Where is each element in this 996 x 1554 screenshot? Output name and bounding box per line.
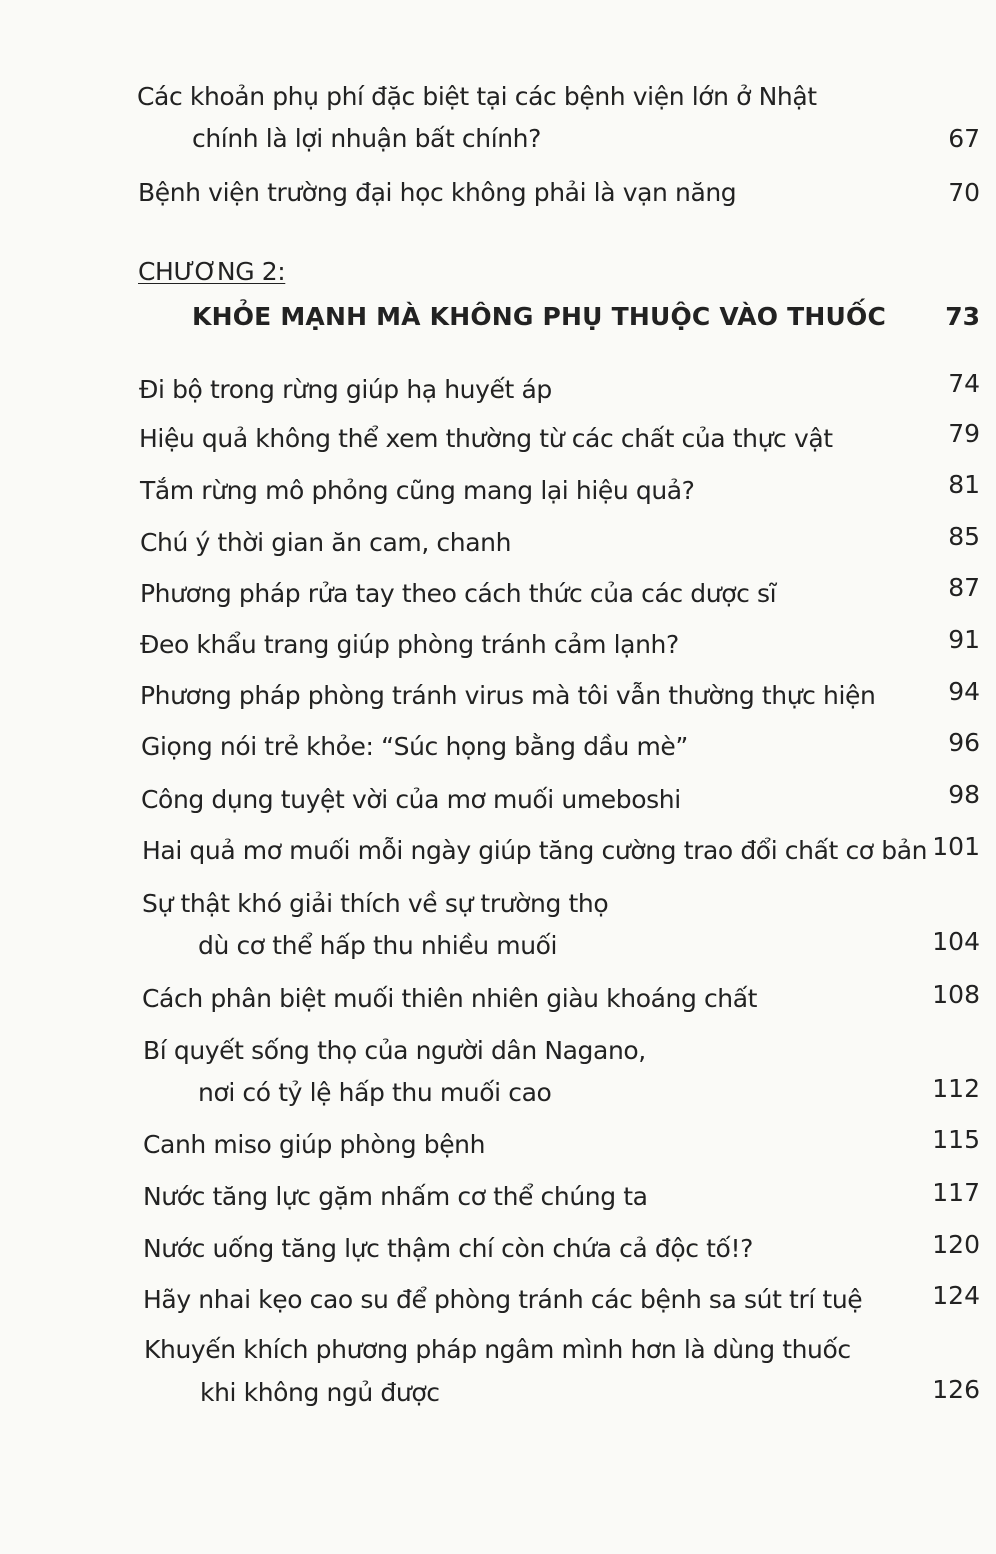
toc-entry-page: 120	[932, 1230, 980, 1259]
toc-entry-page: 115	[932, 1125, 980, 1154]
toc-entry-title-continued: khi không ngủ được	[200, 1378, 440, 1407]
toc-entry-page: 70	[948, 178, 980, 207]
toc-entry-title: Sự thật khó giải thích về sự trường thọ	[142, 889, 609, 918]
toc-entry-page: 124	[932, 1281, 980, 1310]
chapter-page: 73	[945, 302, 980, 331]
toc-entry-title: Bệnh viện trường đại học không phải là vạn năng	[138, 178, 737, 207]
toc-entry-title: Canh miso giúp phòng bệnh	[143, 1130, 486, 1159]
toc-entry-page: 67	[948, 124, 980, 153]
toc-entry-title: Tắm rừng mô phỏng cũng mang lại hiệu quả?	[140, 476, 695, 505]
toc-entry-title: Chú ý thời gian ăn cam, chanh	[140, 528, 512, 557]
toc-entry-page: 81	[948, 470, 980, 499]
toc-entry-page: 85	[948, 522, 980, 551]
toc-entry-title: Phương pháp phòng tránh virus mà tôi vẫn thường thực hiện	[140, 681, 876, 710]
toc-entry-page: 104	[932, 927, 980, 956]
toc-entry-title-continued: chính là lợi nhuận bất chính?	[192, 124, 541, 153]
toc-entry-page: 74	[948, 369, 980, 398]
toc-entry-title-continued: dù cơ thể hấp thu nhiều muối	[198, 931, 558, 960]
toc-entry-page: 91	[948, 625, 980, 654]
toc-entry-title: Khuyến khích phương pháp ngâm mình hơn là dùng thuốc	[144, 1335, 851, 1364]
toc-entry-page: 94	[948, 677, 980, 706]
toc-entry-page: 108	[932, 980, 980, 1009]
toc-entry-title-continued: nơi có tỷ lệ hấp thu muối cao	[198, 1078, 552, 1107]
toc-entry-title: Hiệu quả không thể xem thường từ các chất của thực vật	[139, 424, 833, 453]
toc-entry-title: Cách phân biệt muối thiên nhiên giàu khoáng chất	[142, 984, 758, 1013]
chapter-label: CHƯƠNG 2:	[138, 257, 286, 286]
toc-entry-title: Giọng nói trẻ khỏe: “Súc họng bằng dầu mè”	[141, 732, 688, 761]
toc-entry-title: Đeo khẩu trang giúp phòng tránh cảm lạnh?	[140, 630, 679, 659]
toc-entry-title: Nước uống tăng lực thậm chí còn chứa cả độc tố!?	[143, 1234, 753, 1263]
toc-entry-page: 87	[948, 573, 980, 602]
toc-entry-page: 98	[948, 780, 980, 809]
toc-entry-page: 79	[948, 419, 980, 448]
toc-entry-title: Phương pháp rửa tay theo cách thức của các dược sĩ	[140, 579, 777, 608]
toc-entry-page: 126	[932, 1375, 980, 1404]
toc-entry-page: 96	[948, 728, 980, 757]
chapter-title: KHỎE MẠNH MÀ KHÔNG PHỤ THUỘC VÀO THUỐC	[192, 302, 886, 331]
toc-entry-page: 117	[932, 1178, 980, 1207]
toc-entry-title: Bí quyết sống thọ của người dân Nagano,	[143, 1036, 646, 1065]
toc-entry-title: Đi bộ trong rừng giúp hạ huyết áp	[139, 375, 552, 404]
toc-entry-title: Công dụng tuyệt vời của mơ muối umeboshi	[141, 785, 681, 814]
toc-entry-title: Hai quả mơ muối mỗi ngày giúp tăng cường trao đổi chất cơ bản	[142, 836, 928, 865]
toc-entry-title: Hãy nhai kẹo cao su để phòng tránh các bệnh sa sút trí tuệ	[143, 1285, 863, 1314]
toc-entry-title: Các khoản phụ phí đặc biệt tại các bệnh viện lớn ở Nhật	[137, 82, 817, 111]
toc-entry-page: 101	[932, 832, 980, 861]
toc-entry-page: 112	[932, 1074, 980, 1103]
toc-entry-title: Nước tăng lực gặm nhấm cơ thể chúng ta	[143, 1182, 648, 1211]
